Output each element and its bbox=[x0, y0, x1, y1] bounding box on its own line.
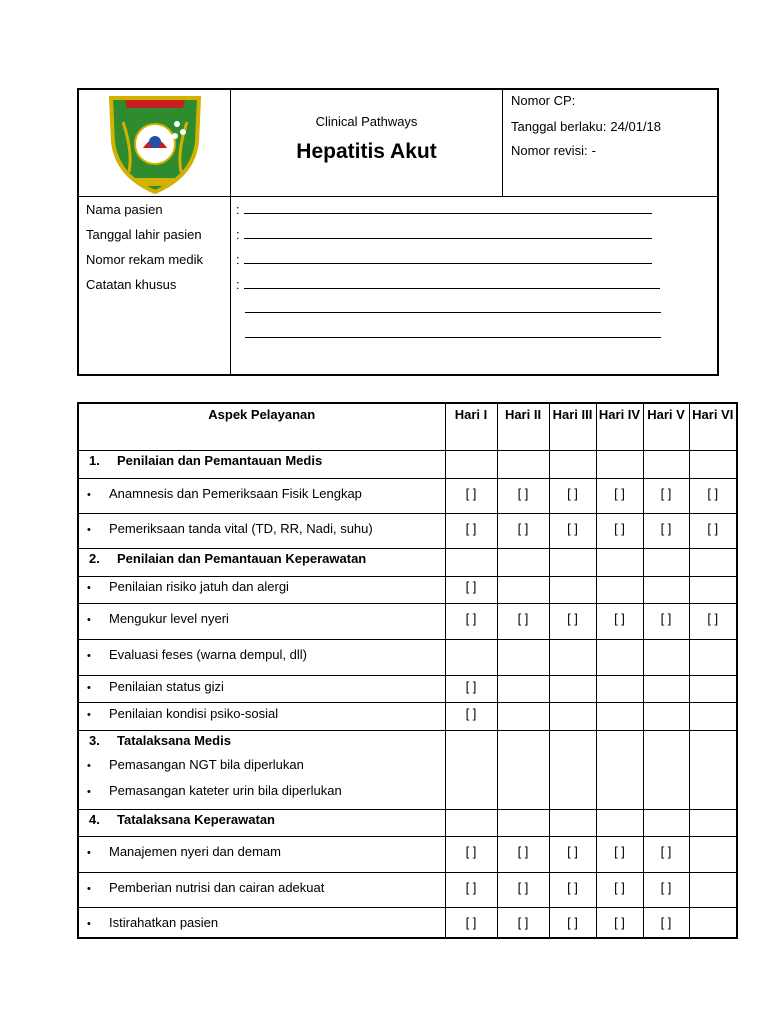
day-checkbox[interactable]: [ ] bbox=[497, 603, 549, 639]
item-label: • Mengukur level nyeri bbox=[78, 603, 445, 639]
day-header-5: Hari V bbox=[643, 403, 689, 450]
patient-dob-label: Tanggal lahir pasien bbox=[86, 227, 202, 242]
day-checkbox[interactable]: [ ] bbox=[549, 836, 596, 872]
day-checkbox[interactable]: [ ] bbox=[497, 836, 549, 872]
day-checkbox[interactable]: [ ] bbox=[497, 907, 549, 938]
table-row bbox=[78, 513, 737, 548]
day-checkbox[interactable]: [ ] bbox=[596, 478, 643, 513]
day-checkbox[interactable]: [ ] bbox=[549, 478, 596, 513]
day-checkbox[interactable]: [ ] bbox=[643, 603, 689, 639]
day-checkbox[interactable]: [ ] bbox=[445, 872, 497, 907]
day-header-1: Hari I bbox=[445, 403, 497, 450]
care-pathway-table bbox=[77, 402, 738, 939]
title-cell bbox=[231, 90, 503, 197]
day-checkbox[interactable]: [ ] bbox=[445, 702, 497, 730]
day-checkbox[interactable]: [ ] bbox=[549, 513, 596, 548]
day-checkbox[interactable]: [ ] bbox=[689, 478, 737, 513]
table-row bbox=[78, 872, 737, 907]
document-title: Hepatitis Akut bbox=[296, 140, 437, 163]
special-notes-label: Catatan khusus bbox=[86, 277, 177, 292]
section-title: 4. Tatalaksana Keperawatan bbox=[78, 809, 445, 836]
item-label: • Manajemen nyeri dan demam bbox=[78, 836, 445, 872]
table-header-row bbox=[78, 403, 737, 450]
table-row bbox=[78, 576, 737, 603]
day-checkbox[interactable]: [ ] bbox=[497, 513, 549, 548]
day-checkbox[interactable]: [ ] bbox=[445, 478, 497, 513]
day-checkbox[interactable]: [ ] bbox=[596, 513, 643, 548]
day-checkbox[interactable]: [ ] bbox=[643, 872, 689, 907]
table-row bbox=[78, 907, 737, 938]
day-checkbox[interactable]: [ ] bbox=[549, 907, 596, 938]
document-meta bbox=[503, 90, 717, 197]
table-row bbox=[78, 702, 737, 730]
item-label: • Pemasangan kateter urin bila diperlukan bbox=[87, 782, 342, 798]
aspect-header: Aspek Pelayanan bbox=[78, 403, 445, 450]
day-checkbox[interactable]: [ ] bbox=[497, 478, 549, 513]
special-notes-field[interactable]: : bbox=[236, 277, 660, 292]
logo-cell bbox=[79, 90, 231, 197]
table-row bbox=[78, 603, 737, 639]
day-checkbox[interactable]: [ ] bbox=[643, 513, 689, 548]
section-row bbox=[78, 809, 737, 836]
item-label: • Anamnesis dan Pemeriksaan Fisik Lengkap bbox=[78, 478, 445, 513]
table-row bbox=[78, 478, 737, 513]
item-label: • Penilaian status gizi bbox=[78, 675, 445, 702]
item-label: • Pemasangan NGT bila diperlukan bbox=[87, 756, 304, 772]
regency-emblem-icon bbox=[105, 92, 205, 196]
item-label: • Istirahatkan pasien bbox=[78, 907, 445, 938]
day-header-4: Hari IV bbox=[596, 403, 643, 450]
day-checkbox[interactable]: [ ] bbox=[549, 872, 596, 907]
day-checkbox[interactable]: [ ] bbox=[497, 872, 549, 907]
table-row bbox=[78, 836, 737, 872]
day-checkbox[interactable]: [ ] bbox=[445, 836, 497, 872]
day-checkbox[interactable]: [ ] bbox=[596, 907, 643, 938]
meta-effective-date: Tanggal berlaku: 24/01/18 bbox=[511, 119, 662, 134]
day-header-6: Hari VI bbox=[689, 403, 737, 450]
section-row bbox=[78, 730, 737, 809]
section-row bbox=[78, 548, 737, 576]
day-checkbox[interactable]: [ ] bbox=[445, 675, 497, 702]
section-title: 1. Penilaian dan Pemantauan Medis bbox=[78, 450, 445, 478]
day-checkbox[interactable]: [ ] bbox=[549, 603, 596, 639]
special-notes-line-2[interactable] bbox=[245, 312, 661, 313]
day-checkbox[interactable]: [ ] bbox=[445, 603, 497, 639]
day-checkbox[interactable]: [ ] bbox=[643, 836, 689, 872]
header-block bbox=[77, 88, 719, 376]
section-row bbox=[78, 450, 737, 478]
day-checkbox[interactable]: [ ] bbox=[643, 907, 689, 938]
day-checkbox[interactable]: [ ] bbox=[596, 872, 643, 907]
patient-dob-field[interactable]: : bbox=[236, 227, 652, 242]
item-label: • Penilaian kondisi psiko-sosial bbox=[78, 702, 445, 730]
day-checkbox[interactable]: [ ] bbox=[445, 576, 497, 603]
item-label: • Evaluasi feses (warna dempul, dll) bbox=[78, 639, 445, 675]
meta-cp-number: Nomor CP: bbox=[511, 93, 576, 108]
day-checkbox[interactable]: [ ] bbox=[689, 603, 737, 639]
day-checkbox[interactable]: [ ] bbox=[445, 513, 497, 548]
special-notes-line-3[interactable] bbox=[245, 337, 661, 338]
patient-name-label: Nama pasien bbox=[86, 202, 163, 217]
day-checkbox[interactable]: [ ] bbox=[596, 836, 643, 872]
day-checkbox[interactable]: [ ] bbox=[445, 907, 497, 938]
day-checkbox[interactable]: [ ] bbox=[643, 478, 689, 513]
medical-record-label: Nomor rekam medik bbox=[86, 252, 204, 267]
day-checkbox[interactable]: [ ] bbox=[596, 603, 643, 639]
section-title: 3. Tatalaksana Medis • Pemasangan NGT bila diperlukan • Pemasangan kateter urin bila diperlukan bbox=[78, 730, 445, 809]
document-subtitle: Clinical Pathways bbox=[315, 114, 418, 129]
item-label: • Penilaian risiko jatuh dan alergi bbox=[78, 576, 445, 603]
day-header-3: Hari III bbox=[549, 403, 596, 450]
day-checkbox[interactable]: [ ] bbox=[689, 513, 737, 548]
meta-revision-number: Nomor revisi: - bbox=[511, 143, 596, 158]
item-label: • Pemeriksaan tanda vital (TD, RR, Nadi, suhu) bbox=[78, 513, 445, 548]
patient-name-field[interactable]: : bbox=[236, 202, 652, 217]
table-row bbox=[78, 639, 737, 675]
day-header-2: Hari II bbox=[497, 403, 549, 450]
section-title: 2. Penilaian dan Pemantauan Keperawatan bbox=[78, 548, 445, 576]
item-label: • Pemberian nutrisi dan cairan adekuat bbox=[78, 872, 445, 907]
table-row bbox=[78, 675, 737, 702]
medical-record-field[interactable]: : bbox=[236, 252, 652, 267]
